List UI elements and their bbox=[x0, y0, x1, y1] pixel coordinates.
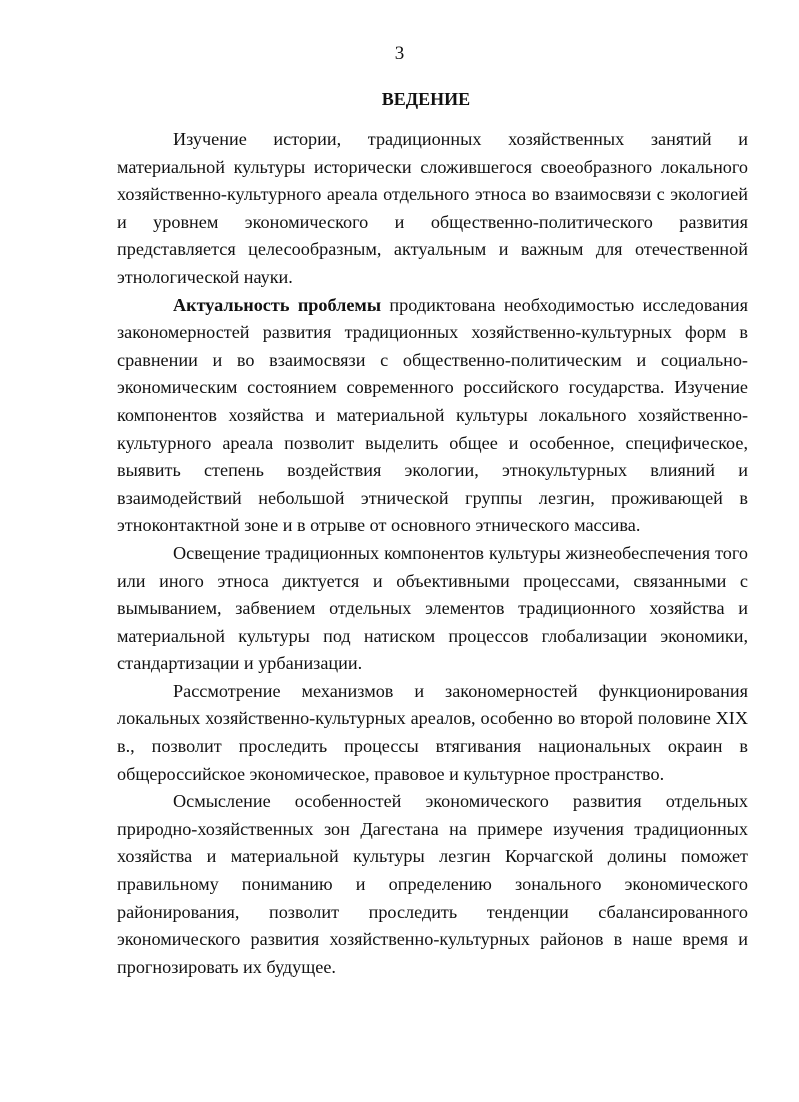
paragraph-2-lead: Актуальность проблемы bbox=[173, 294, 382, 315]
paragraph-4 bbox=[117, 678, 748, 788]
page-heading: ВЕДЕНИЕ bbox=[381, 89, 471, 109]
paragraph-4-text: Рассмотрение механизмов и закономерностей функционирования локальных хозяйственно-культурных ареалов, особенно во второй половине XIX в., позволит проследить процессы втягивания национальных окраин в общероссийское экономическое, правовое и культурное пространство. bbox=[117, 680, 748, 784]
paragraph-1 bbox=[117, 126, 748, 292]
paragraph-1-text: Изучение истории, традиционных хозяйственных занятий и материальной культуры исторически сложившегося своеобразного локального хозяйственно-культурного ареала отдельного этноса во взаимосвязи с экологией и уровнем экономического и общественно-политического развития представляется целесообразным, актуальным и важным для отечественной этнологической науки. bbox=[117, 129, 748, 287]
paragraph-3-text: Освещение традиционных компонентов культуры жизнеобеспечения того или иного этноса диктуется и объективными процессами, связанными с вымыванием, забвением отдельных элементов традиционного хозяйства и материальной культуры под натиском процессов глобализации экономики, стандартизации и урбанизации. bbox=[117, 542, 748, 674]
paragraph-3 bbox=[117, 540, 748, 678]
paragraph-2 bbox=[117, 292, 748, 540]
paragraph-5-text: Осмысление особенностей экономического развития отдельных природно-хозяйственных зон Дагестана на примере изучения традиционных хозяйства и материальной культуры лезгин Корчагской долины поможет правильному пониманию и определению зонального экономического районирования, позволит проследить тенденции сбалансированного экономического развития хозяйственно-культурных районов в наше время и прогнозировать их будущее. bbox=[117, 791, 748, 977]
paragraph-2-text: продиктована необходимостью исследования закономерностей развития традиционных хозяйственно-культурных форм в сравнении и во взаимосвязи с общественно-политическим и социально-экономическим состоянием современного российского государства. Изучение компонентов хозяйства и материальной культуры локального хозяйственно-культурного ареала позволит выделить общее и особенное, специфическое, выявить степень воздействия экологии, этнокультурных влияний и взаимодействий небольшой этнической группы лезгин, проживающей в этноконтактной зоне и в отрыве от основного этнического массива. bbox=[117, 294, 748, 536]
body-text bbox=[117, 126, 748, 981]
paragraph-5 bbox=[117, 788, 748, 981]
page-number: 3 bbox=[394, 43, 405, 64]
